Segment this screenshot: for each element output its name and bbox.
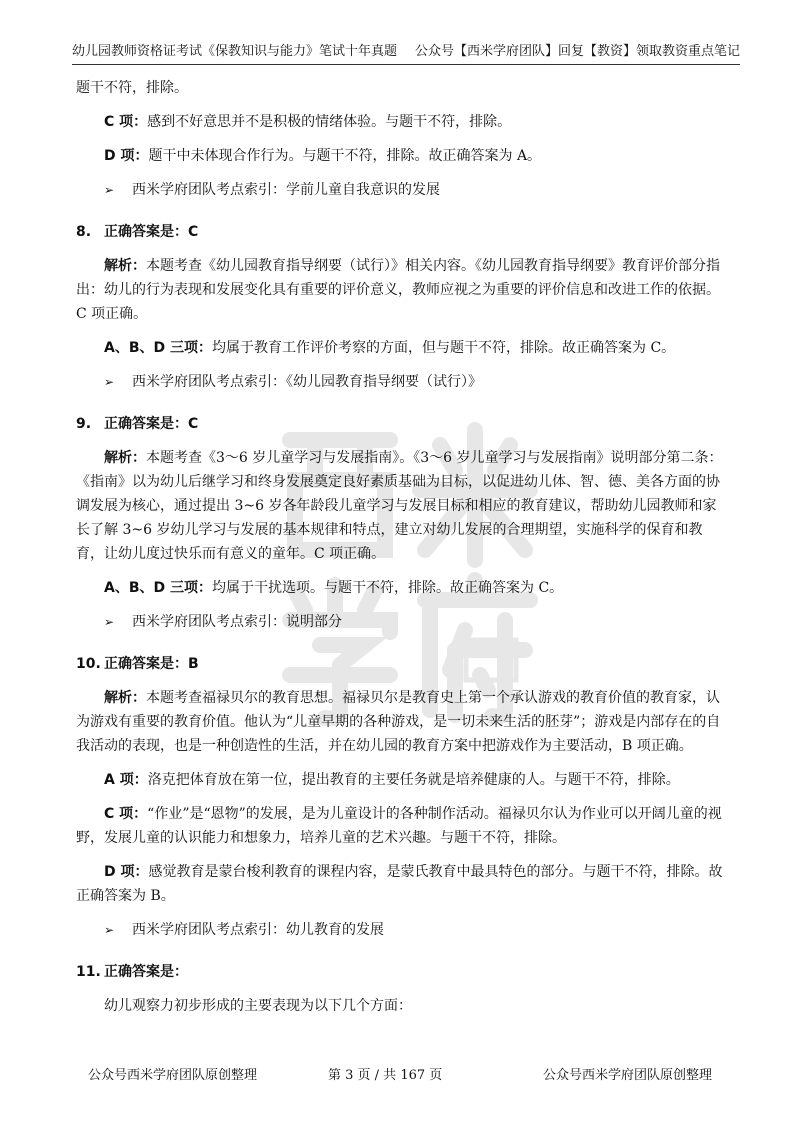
q10-option-d: D 项：感觉教育是蒙台梭利教育的课程内容，是蒙氏教育中最具特色的部分。与题干不符，排除。故正确答案为 B。 [76,864,723,904]
q10-option-a: A 项：洛克把体育放在第一位，提出教育的主要任务就是培养健康的人。与题干不符，排除。 [104,772,680,788]
q8-answer: 8. 正确答案是：C [76,224,199,240]
q11-text: 幼儿观察力初步形成的主要表现为以下几个方面： [104,998,412,1014]
q10-option-c: C 项：“作业”是“恩物”的发展，是为儿童设计的各种制作活动。福禄贝尔认为作业可以开阔儿童的视野，发展儿童的认识能力和想象力，培养儿童的艺术兴趣。与题干不符，排除。 [76,806,722,846]
q8-index: ➢ 西米学府团队考点索引：《幼儿园教育指导纲要（试行）》 [104,370,726,394]
q9-answer: 9. 正确答案是：C [76,416,199,432]
header-right-note: 公众号【西米学府团队】回复【教资】领取教资重点笔记 [414,44,740,59]
arrow-bullet-icon: ➢ [104,615,115,629]
q7-option-d: D 项：题干中未体现合作行为。与题干不符，排除。故正确答案为 A。 [104,148,542,164]
page-header [72,42,740,65]
q7-option-c: C 项：感到不好意思并不是积极的情绪体验。与题干不符，排除。 [104,114,512,130]
q8-analysis: 解析：本题考查《幼儿园教育指导纲要（试行）》相关内容。《幼儿园教育指导纲要》教育评价部分指出：幼儿的行为表现和发展变化具有重要的评价意义，教师应视之为重要的评价信息和改进工作的依据。C 项正确。 [76,258,720,322]
header-left-title: 幼儿园教师资格证考试《保教知识与能力》笔试十年真题 [72,44,398,59]
footer-left: 公众号西米学府团队原创整理 [88,1068,258,1083]
q8-options-abd: A、B、D 三项：均属于教育工作评价考察的方面，但与题干不符，排除。故正确答案为 C。 [104,340,676,356]
q9-index: ➢ 西米学府团队考点索引：说明部分 [104,610,726,634]
arrow-bullet-icon: ➢ [104,183,115,197]
q10-answer: 10. 正确答案是：B [76,656,199,672]
page-number: 第 3 页 / 共 167 页 [328,1068,443,1083]
q7-index: ➢ 西米学府团队考点索引：学前儿童自我意识的发展 [104,178,726,202]
q10-index: ➢ 西米学府团队考点索引：幼儿教育的发展 [104,918,726,942]
arrow-bullet-icon: ➢ [104,375,115,389]
footer-right: 公众号西米学府团队原创整理 [542,1068,712,1083]
document-body [76,76,726,1028]
q9-options-abd: A、B、D 三项：均属于干扰选项。与题干不符，排除。故正确答案为 C。 [104,580,564,596]
continued-paragraph: 题干不符，排除。 [76,80,188,96]
q10-analysis: 解析：本题考查福禄贝尔的教育思想。福禄贝尔是教育史上第一个承认游戏的教育价值的教育家，认为游戏有重要的教育价值。他认为“儿童早期的各种游戏，是一切未来生活的胚芽”；游戏是内部存在的自我活动的表现，也是一种创造性的生活，并在幼儿园的教育方案中把游戏作为主要活动，B 项正确。 [76,690,721,754]
q9-analysis: 解析：本题考查《3～6 岁儿童学习与发展指南》。《3～6 岁儿童学习与发展指南》说明部分第二条：《指南》以为幼儿后继学习和终身发展奠定良好素质基础为目标，以促进幼儿体、智、德、美各方面的协调发展为核心，通过提出 3~6 岁各年龄段儿童学习与发展目标和相应的教育建议，帮助幼儿园教师和家长了解 3~6 岁幼儿学习与发展的基本规律和特点，建立对幼儿发展的合理期望，实施科学的保育和教育，让幼儿度过快乐而有意义的童年。C 项正确。 [76,450,723,562]
arrow-bullet-icon: ➢ [104,923,115,937]
q11-answer: 11. 正确答案是： [76,964,188,980]
